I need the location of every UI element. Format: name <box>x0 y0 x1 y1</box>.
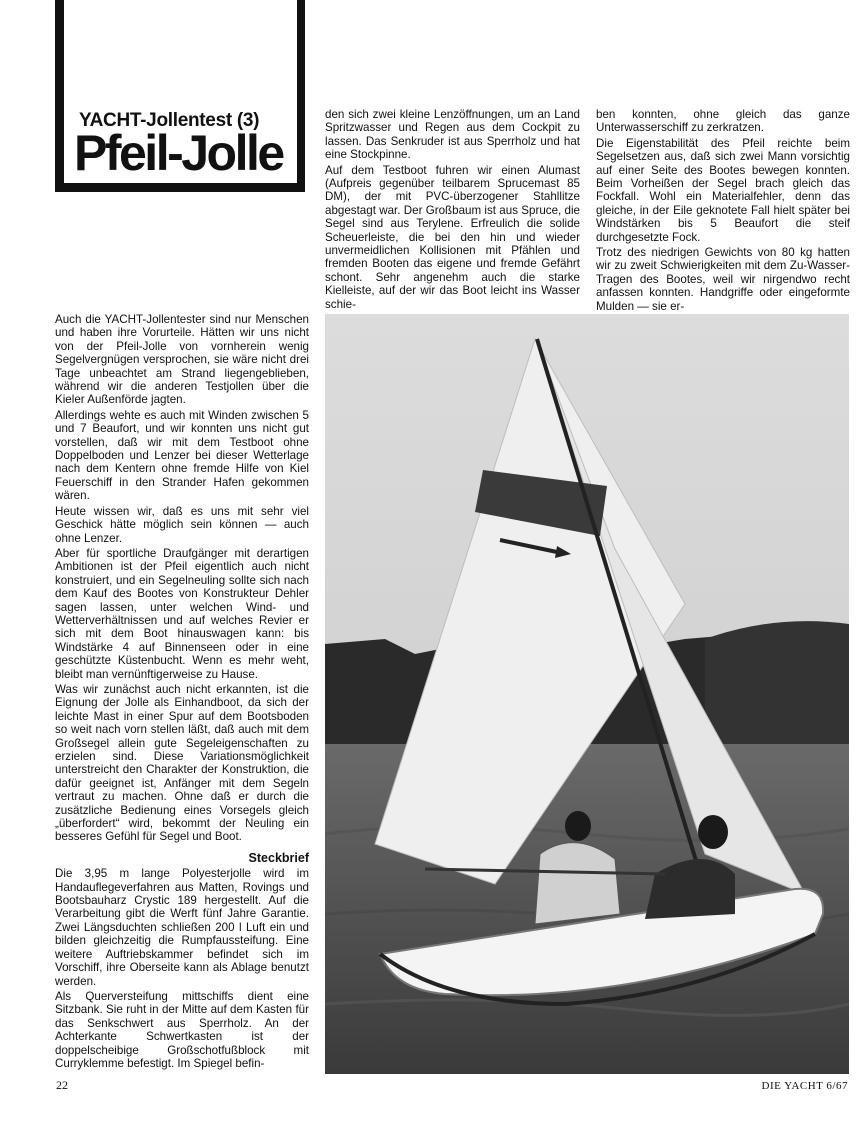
paragraph: Was wir zunächst auch nicht erkannten, ist die Eignung der Jolle als Einhandboot, da sich der leichte Mast in einer Spur auf dem Bootsboden so weit nach vorn stellen läßt, daß auch mit dem Großsegel allein gute Segeleigenschaften zu erzielen sind. Diese Variationsmöglichkeit unterstreicht den Charakter der Konstruktion, die dafür geeignet ist, Anfänger mit dem Segeln vertraut zu machen. Ohne daß er durch die zusätzliche Bedienung eines Vorsegels gleich „überfordert“ wird, bekommt der Neuling ein besseres Gefühl für Segel und Boot. <box>55 682 309 844</box>
paragraph: Die 3,95 m lange Polyesterjolle wird im Handauflegeverfahren aus Matten, Rovings und Bootsbauharz Crystic 189 hergestellt. Auf die Verarbeitung gibt die Werft fünf Jahre Garantie. Zwei Längsduchten schließen 200 l Luft ein und bilden gleichzeitig die Rumpfaussteifung. Eine weitere Auftriebskammer befindet sich im Vorschiff, ihre Oberseite kann als Ablage benutzt werden. <box>55 867 309 988</box>
sailboat-illustration <box>325 314 849 1074</box>
paragraph: Auch die YACHT-Jollentester sind nur Menschen und haben ihre Vorurteile. Hätten wir uns nicht von der Pfeil-Jolle von vornherein wenig Segelvergnügen versprochen, sie wäre nicht drei Tage unbeachtet am Strand liegengeblieben, während wir die anderen Testjollen über die Kieler Außenförde jagten. <box>55 313 309 407</box>
title-frame <box>55 0 305 192</box>
paragraph: Allerdings wehte es auch mit Winden zwischen 5 und 7 Beaufort, und wir konnten uns nicht gut vorstellen, daß wir mit dem Testboot ohne Doppelboden und Lenzer bei dieser Wetterlage nach dem Kentern ohne fremde Hilfe von Kiel Feuerschiff in den Strander Hafen gekommen wären. <box>55 408 309 503</box>
magazine-issue: DIE YACHT 6/67 <box>761 1080 848 1092</box>
article-headline: Pfeil-Jolle <box>74 125 283 181</box>
column-left <box>55 313 309 1072</box>
page-number: 22 <box>56 1078 68 1092</box>
paragraph: Auf dem Testboot fuhren wir einen Alumast (Aufpreis gegenüber teilbarem Sprucemast 85 DM), der mit PVC-überzogener Stahllitze abgestagt war. Der Großbaum ist aus Spruce, die Segel sind aus Terylene. Erfreulich die solide Scheuerleiste, die bei den hin und wieder unvermeidlichen Kollisionen mit Pfählen und fremden Booten das eigene und fremde Gefährt schont. Sehr angenehm auch die starke Kielleiste, auf der wir das Boot leicht ins Wasser schie- <box>325 163 580 311</box>
paragraph: ben konnten, ohne gleich das ganze Unterwasserschiff zu zerkratzen. <box>596 108 850 135</box>
subheading-steckbrief: Steckbrief <box>248 850 309 865</box>
paragraph: Heute wissen wir, daß es uns mit sehr viel Geschick hätte möglich sein können — auch ohne Lenzer. <box>55 504 309 545</box>
sailboat-photo <box>325 314 849 1074</box>
paragraph: Aber für sportliche Draufgänger mit derartigen Ambitionen ist der Pfeil eigentlich auch nicht konstruiert, und ein Segelneuling sollte sich nach dem Kauf des Bootes von Konstrukteur Dehler sagen lassen, unter welchen Wind- und Wetterverhältnissen und auf welches Revier er sich mit dem Boot hinauswagen kann: bis Windstärke 4 auf Binnenseen oder in eine geschützte Küstenbucht. Wenn es mehr weht, bleibt man vernünftigerweise zu Hause. <box>55 546 309 681</box>
paragraph: Die Eigenstabilität des Pfeil reichte beim Segelsetzen aus, daß sich zwei Mann vorsichtig auf einer Seite des Bootes bewegen konnten. Beim Vorheißen der Segel brach gleich das Fockfall. Wohl ein Materialfehler, denn das gleiche, in der Eile geknotete Fall hielt später bei Windstärken bis 5 Beaufort die steif durchgesetzte Fock. <box>596 136 850 244</box>
paragraph: Als Querversteifung mittschiffs dient eine Sitzbank. Sie ruht in der Mitte auf dem Kasten für das Senkschwert aus Sperrholz. An der Achterkante Schwertkasten ist der doppelscheibige Großschotfußblock mit Curryklemme befestigt. Im Spiegel befin- <box>55 989 309 1070</box>
column-right <box>596 108 850 315</box>
article-kicker: YACHT-Jollentest (3) <box>79 110 260 131</box>
column-middle <box>325 108 580 313</box>
title-frame-inner <box>64 0 297 183</box>
paragraph: den sich zwei kleine Lenzöffnungen, um an Land Spritzwasser und Regen aus dem Cockpit zu lassen. Das Senkruder ist aus Sperrholz und hat eine Stockpinne. <box>325 108 580 162</box>
paragraph: Trotz des niedrigen Gewichts von 80 kg hatten wir zu zweit Schwierigkeiten mit dem Zu-Wasser-Tragen des Bootes, weil wir nirgendwo recht anfassen konnten. Handgriffe oder eingeformte Mulden — sie er- <box>596 246 850 313</box>
